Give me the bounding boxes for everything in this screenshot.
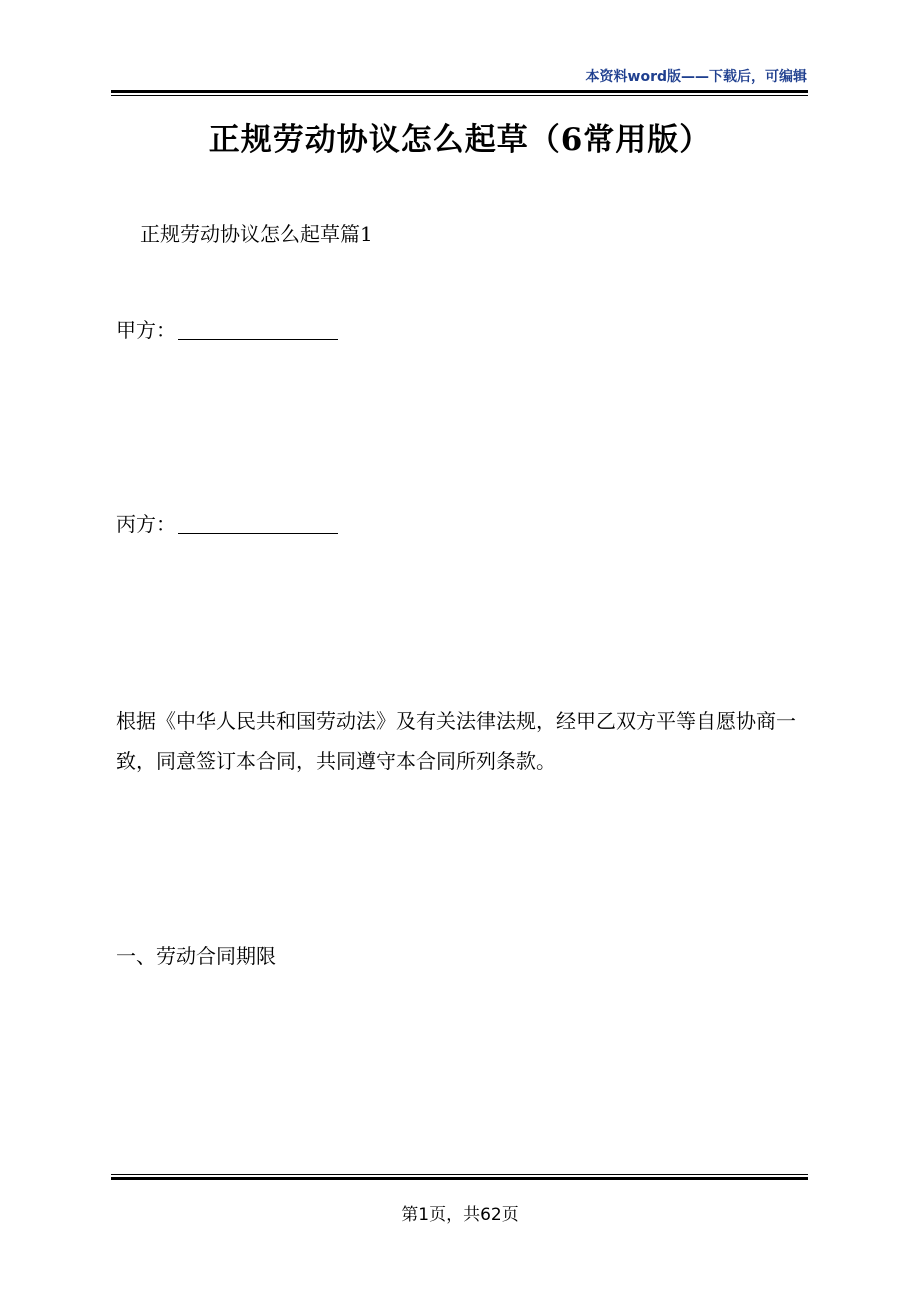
header-rule-thick (111, 90, 808, 93)
party-a-line (116, 320, 338, 340)
party-a-label: 甲方： (116, 318, 176, 342)
intro-paragraph: 根据《中华人民共和国劳动法》及有关法律法规，经甲乙双方平等自愿协商一致，同意签订本合同，共同遵守本合同所列条款。 (116, 709, 796, 773)
header-rule-thin (111, 95, 808, 96)
party-a-blank (178, 321, 338, 340)
document-title: 正规劳动协议怎么起草（6常用版） (208, 122, 712, 158)
party-c-blank (178, 515, 338, 534)
header-note: 本资料word版——下载后，可编辑 (585, 69, 807, 85)
party-c-line (116, 514, 338, 534)
page-number: 第1页，共62页 (401, 1205, 519, 1225)
party-c-label: 丙方： (116, 512, 176, 536)
footer-rule-thick (111, 1177, 808, 1180)
footer-rule-thin (111, 1174, 808, 1175)
clause-1-heading: 一、劳动合同期限 (116, 944, 276, 968)
section-heading: 正规劳动协议怎么起草篇1 (140, 222, 373, 246)
